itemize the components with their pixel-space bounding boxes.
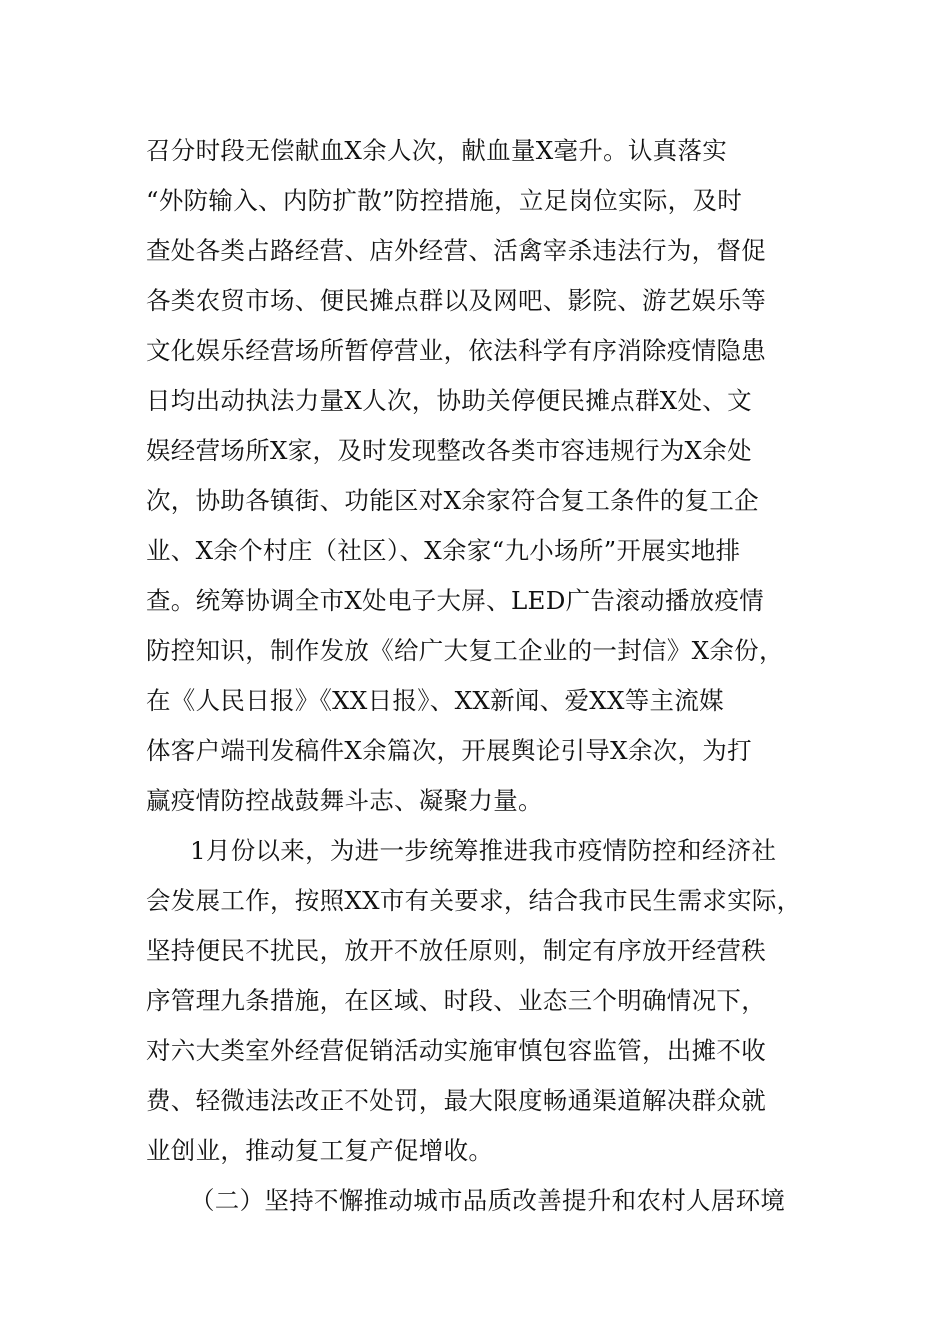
text-line: 业、X余个村庄（社区）、X余家“九小场所”开展实地排 [146,536,741,565]
text-line: 召分时段无偿献血X余人次，献血量X毫升。认真落实 [146,136,728,165]
paragraph-start-line: 1月份以来，为进一步统筹推进我市疫情防控和经济社 [190,836,777,865]
text-line: “外防输入、内防扩散”防控措施，立足岗位实际，及时 [146,186,743,215]
text-line: 体客户端刊发稿件X余篇次，开展舆论引导X余次，为打 [146,736,752,765]
text-line: 防控知识，制作发放《给广大复工企业的一封信》X余份， [146,636,784,665]
text-line: 序管理九条措施，在区域、时段、业态三个明确情况下， [146,986,766,1015]
text-line: 坚持便民不扰民，放开不放任原则，制定有序放开经营秩 [146,936,766,965]
text-line: 文化娱乐经营场所暂停营业，依法科学有序消除疫情隐患 [146,336,766,365]
text-line: 各类农贸市场、便民摊点群以及网吧、影院、游艺娱乐等 [146,286,766,315]
text-line: 查处各类占路经营、店外经营、活禽宰杀违法行为，督促 [146,236,766,265]
text-line: 次，协助各镇街、功能区对X余家符合复工条件的复工企 [146,486,759,515]
text-line: 费、轻微违法改正不处罚，最大限度畅通渠道解决群众就 [146,1086,766,1115]
text-line: 赢疫情防控战鼓舞斗志、凝聚力量。 [146,786,543,815]
text-line: 查。统筹协调全市X处电子大屏、LED广告滚动播放疫情 [146,586,765,615]
text-line: 对六大类室外经营促销活动实施审慎包容监管，出摊不收 [146,1036,766,1065]
text-line: 会发展工作，按照XX市有关要求，结合我市民生需求实际， [146,886,802,915]
text-line: 娱经营场所X家，及时发现整改各类市容违规行为X余处 [146,436,752,465]
text-line: 业创业，推动复工复产促增收。 [146,1136,494,1165]
text-line: 在《人民日报》《XX日报》、XX新闻、爱XX等主流媒 [146,686,724,715]
section-heading: （二）坚持不懈推动城市品质改善提升和农村人居环境 [190,1186,786,1215]
text-line: 日均出动执法力量X人次，协助关停便民摊点群X处、文 [146,386,752,415]
